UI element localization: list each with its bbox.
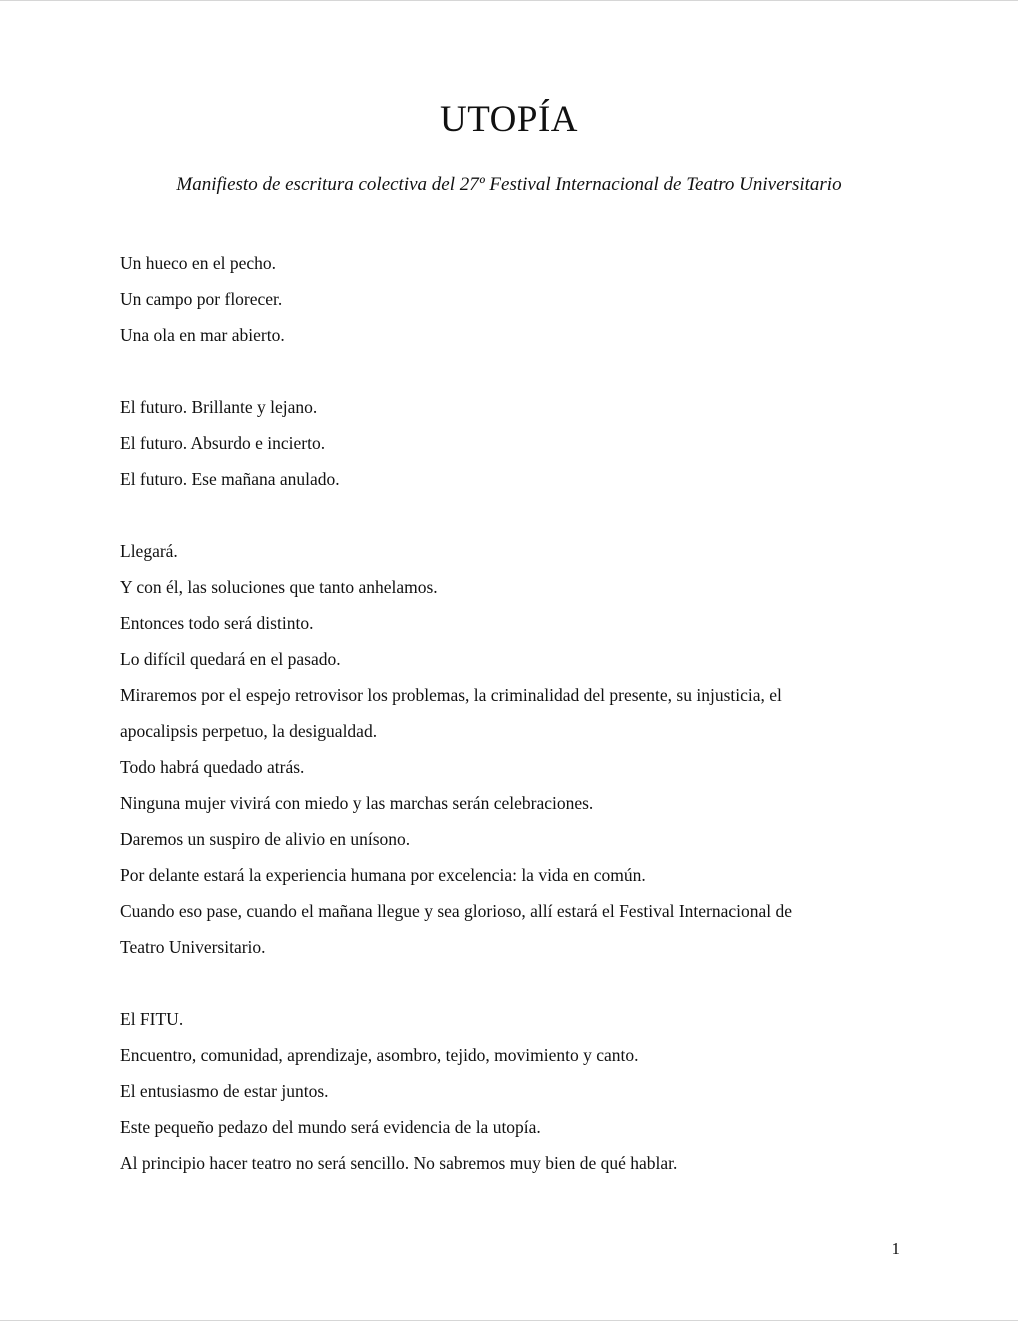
document-title: UTOPÍA bbox=[440, 99, 578, 140]
text-line: Y con él, las soluciones que tanto anhelamos. bbox=[120, 577, 438, 597]
document-subtitle: Manifiesto de escritura colectiva del 27º Festival Internacional de Teatro Universitario bbox=[176, 174, 842, 195]
text-line: Por delante estará la experiencia humana por excelencia: la vida en común. bbox=[120, 865, 646, 885]
text-line: Al principio hacer teatro no será sencillo. No sabremos muy bien de qué hablar. bbox=[120, 1153, 678, 1173]
text-line: Un hueco en el pecho. bbox=[120, 253, 276, 273]
text-line: Encuentro, comunidad, aprendizaje, asombro, tejido, movimiento y canto. bbox=[120, 1045, 639, 1065]
text-line: Daremos un suspiro de alivio en unísono. bbox=[120, 829, 411, 849]
text-line: apocalipsis perpetuo, la desigualdad. bbox=[120, 721, 378, 741]
text-line: El futuro. Ese mañana anulado. bbox=[120, 469, 340, 489]
page-number: 1 bbox=[891, 1239, 900, 1258]
stanza-4 bbox=[120, 1001, 900, 1181]
stanza-3 bbox=[120, 533, 900, 965]
text-line: Entonces todo será distinto. bbox=[120, 613, 314, 633]
text-line: Lo difícil quedará en el pasado. bbox=[120, 649, 341, 669]
text-line: Miraremos por el espejo retrovisor los problemas, la criminalidad del presente, su injusticia, el bbox=[120, 685, 782, 705]
text-line: Todo habrá quedado atrás. bbox=[120, 757, 305, 777]
text-line: Este pequeño pedazo del mundo será evidencia de la utopía. bbox=[120, 1117, 541, 1137]
text-line: Una ola en mar abierto. bbox=[120, 325, 285, 345]
text-line: El entusiasmo de estar juntos. bbox=[120, 1081, 329, 1101]
text-line: El futuro. Absurdo e incierto. bbox=[120, 433, 326, 453]
manifesto-body bbox=[120, 245, 900, 1217]
text-line: Ninguna mujer vivirá con miedo y las marchas serán celebraciones. bbox=[120, 793, 594, 813]
text-line: Un campo por florecer. bbox=[120, 289, 283, 309]
text-line: Llegará. bbox=[120, 541, 178, 561]
text-line: Cuando eso pase, cuando el mañana llegue y sea glorioso, allí estará el Festival Internacional de bbox=[120, 901, 793, 921]
text-line: Teatro Universitario. bbox=[120, 937, 266, 957]
stanza-1 bbox=[120, 245, 900, 353]
text-line: El FITU. bbox=[120, 1009, 184, 1029]
text-line: El futuro. Brillante y lejano. bbox=[120, 397, 318, 417]
stanza-2 bbox=[120, 389, 900, 497]
